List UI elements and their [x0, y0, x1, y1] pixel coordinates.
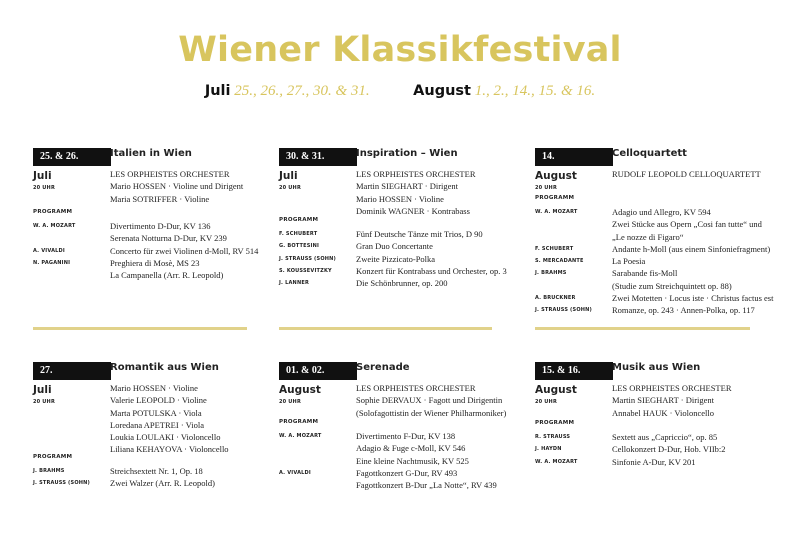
work: Gran Duo Concertante [356, 241, 433, 252]
work: Divertimento D-Dur, KV 136 [110, 221, 211, 231]
program-row [279, 253, 579, 265]
performer: LES ORPHEISTES ORCHESTER [612, 383, 732, 393]
composer: J. BRAHMS [33, 468, 65, 474]
date-badge: 14. [535, 148, 613, 166]
festival-title: Wiener Klassikfestival [178, 30, 622, 70]
work: Zwei Walzer (Arr. R. Leopold) [110, 478, 215, 489]
event-month: August [535, 384, 577, 396]
composer: R. STRAUSS [535, 434, 571, 440]
work: Zweite Pizzicato-Polka [356, 253, 436, 264]
performer: Martin SIEGHART · Dirigent [356, 181, 459, 192]
program-label: PROGRAMM [33, 454, 73, 460]
program-row [279, 228, 579, 240]
program-row [535, 280, 800, 292]
composer: S. KOUSSEVITZKY [279, 267, 332, 274]
event-title: Serenade [356, 362, 410, 373]
composer: F. SCHUBERT [535, 245, 574, 252]
work: Streichsextett Nr. 1, Op. 18 [110, 466, 203, 476]
performer: Dominik WAGNER · Kontrabass [356, 205, 470, 216]
program-row [279, 479, 579, 491]
event-title: Italien in Wien [110, 148, 192, 159]
event-title: Inspiration – Wien [356, 148, 458, 159]
event-month: August [535, 170, 577, 182]
program-row [535, 206, 800, 218]
work: Adagio und Allegro, KV 594 [612, 207, 711, 217]
composer: N. PAGANINI [33, 259, 71, 266]
performer: Maria SOTRIFFER · Violine [110, 193, 210, 204]
event-time: 20 UHR [279, 185, 301, 191]
composer: A. VIVALDI [279, 469, 311, 476]
date-badge: 27. [33, 362, 111, 380]
performer: Mario HOSSEN · Violine [110, 383, 198, 393]
july-label: Juli [204, 83, 231, 99]
performer: (Solofagottistin der Wiener Philharmoniker) [356, 407, 507, 418]
performer: Loredana APETREI · Viola [110, 419, 204, 430]
program-label: PROGRAMM [535, 195, 575, 201]
work: Fagottkonzert B-Dur „La Notte“, RV 439 [356, 480, 497, 491]
program-list [535, 431, 800, 468]
program-row [535, 267, 800, 279]
composer: A. BRUCKNER [535, 295, 576, 302]
composer: J. STRAUSS (SOHN) [279, 255, 337, 262]
divider-middle [279, 327, 492, 330]
work: Zwei Stücke aus Opern „Cosi fan tutte“ und [612, 219, 762, 230]
work: Cellokonzert D-Dur, Hob. VIIb:2 [612, 444, 726, 455]
program-row [535, 243, 800, 255]
date-badge: 30. & 31. [279, 148, 357, 166]
program-row [279, 277, 579, 289]
performers-list [110, 382, 229, 456]
performer: Valerie LEOPOLD · Violine [110, 395, 207, 406]
composer: S. MERCADANTE [535, 258, 584, 265]
performer: RUDOLF LEOPOLD CELLOQUARTETT [612, 169, 761, 179]
work: La Campanella (Arr. R. Leopold) [110, 270, 224, 281]
performers-list [612, 168, 761, 180]
program-label: PROGRAMM [279, 419, 319, 425]
program-row [535, 292, 800, 304]
performer: LES ORPHEISTES ORCHESTER [356, 169, 476, 179]
work: Die Schönbrunner, op. 200 [356, 278, 448, 289]
program-row [279, 430, 579, 442]
program-row [535, 304, 800, 316]
work: Sarabande fis-Moll [612, 268, 678, 279]
program-label: PROGRAMM [535, 420, 575, 426]
performers-list [612, 382, 732, 419]
program-row [279, 265, 579, 277]
performer: Martin SIEGHART · Dirigent [612, 395, 715, 406]
program-row [535, 255, 800, 267]
work: Fünf Deutsche Tänze mit Trios, D 90 [356, 229, 483, 239]
work: Romanze, op. 243 · Annen-Polka, op. 117 [612, 305, 755, 316]
event-month: Juli [33, 384, 52, 396]
work: La Poesia [612, 256, 646, 267]
work: Zwei Motetten · Locus iste · Christus factus est [612, 293, 774, 304]
composer: F. SCHUBERT [279, 231, 318, 237]
composer: J. STRAUSS (SOHN) [535, 307, 593, 314]
program-row [279, 240, 579, 252]
event-title: Musik aus Wien [612, 362, 701, 373]
work: Konzert für Kontrabass und Orchester, op. 3 [356, 265, 507, 276]
performers-list [110, 168, 243, 205]
work: Fagottkonzert G-Dur, RV 493 [356, 467, 458, 478]
program-label: PROGRAMM [33, 209, 73, 215]
program-row [535, 431, 800, 443]
performer: Liliana KEHAYOVA · Violoncello [110, 444, 229, 455]
performer: Marta POTULSKA · Viola [110, 407, 202, 418]
program-list [279, 430, 579, 491]
composer: W. A. MOZART [33, 223, 76, 229]
program-row [279, 467, 579, 479]
date-badge: 01. & 02. [279, 362, 357, 380]
august-label: August [413, 83, 471, 99]
composer: A. VIVALDI [33, 247, 65, 254]
work: Sinfonie A-Dur, KV 201 [612, 456, 696, 467]
composer: J. BRAHMS [535, 270, 567, 277]
composer: J. STRAUSS (SOHN) [33, 480, 91, 487]
program-label: PROGRAMM [279, 217, 319, 223]
july-days: 25., 26., 27., 30. & 31. [234, 83, 370, 99]
event-month: August [279, 384, 321, 396]
performer: LES ORPHEISTES ORCHESTER [110, 169, 230, 179]
composer: W. A. MOZART [535, 458, 578, 465]
work: „Le nozze di Figaro“ [612, 231, 684, 242]
work: Serenata Notturna D-Dur, KV 239 [110, 233, 227, 244]
program-row [535, 443, 800, 455]
event-month: Juli [279, 170, 298, 182]
divider-left [33, 327, 247, 330]
event-time: 20 UHR [33, 399, 55, 405]
program-row [279, 455, 579, 467]
performer: Mario HOSSEN · Violine und Dirigent [110, 181, 244, 192]
work: Adagio & Fuge c-Moll, KV 546 [356, 443, 466, 454]
performer: Mario HOSSEN · Violine [356, 193, 444, 204]
composer: W. A. MOZART [279, 433, 322, 439]
work: Divertimento F-Dur, KV 138 [356, 431, 456, 441]
program-row [535, 231, 800, 243]
event-time: 20 UHR [535, 399, 557, 405]
event-title: Celloquartett [612, 148, 687, 159]
event-time: 20 UHR [535, 185, 557, 191]
program-list [535, 206, 800, 317]
performers-list [356, 168, 476, 217]
composer: J. LANNER [279, 280, 309, 287]
program-list [279, 228, 579, 289]
event-month: Juli [33, 170, 52, 182]
work: Sextett aus „Capriccio“, op. 85 [612, 432, 718, 442]
composer: J. HAYDN [535, 446, 562, 453]
august-days: 1., 2., 14., 15. & 16. [474, 83, 596, 99]
program-row [535, 456, 800, 468]
performer: Loukia LOULAKI · Violoncello [110, 432, 221, 443]
composer: W. A. MOZART [535, 209, 578, 215]
work: Eine kleine Nachtmusik, KV 525 [356, 455, 469, 466]
performer: Sophie DERVAUX · Fagott und Dirigentin [356, 395, 503, 406]
date-badge: 25. & 26. [33, 148, 111, 166]
work: Andante h-Moll (aus einem Sinfoniefragment) [612, 243, 771, 254]
event-time: 20 UHR [33, 185, 55, 191]
work: Preghiera di Mosè, MS 23 [110, 257, 200, 268]
work: Concerto für zwei Violinen d-Moll, RV 514 [110, 245, 259, 256]
program-row [279, 442, 579, 454]
performer: Annabel HAUK · Violoncello [612, 407, 715, 418]
performer: LES ORPHEISTES ORCHESTER [356, 383, 476, 393]
date-badge: 15. & 16. [535, 362, 613, 380]
program-row [535, 218, 800, 230]
composer: G. BOTTESINI [279, 243, 320, 250]
divider-right [535, 327, 750, 330]
event-title: Romantik aus Wien [110, 362, 219, 373]
work: (Studie zum Streichquintett op. 88) [612, 280, 732, 291]
event-time: 20 UHR [279, 399, 301, 405]
performers-list [356, 382, 506, 419]
festival-dates [0, 83, 800, 100]
